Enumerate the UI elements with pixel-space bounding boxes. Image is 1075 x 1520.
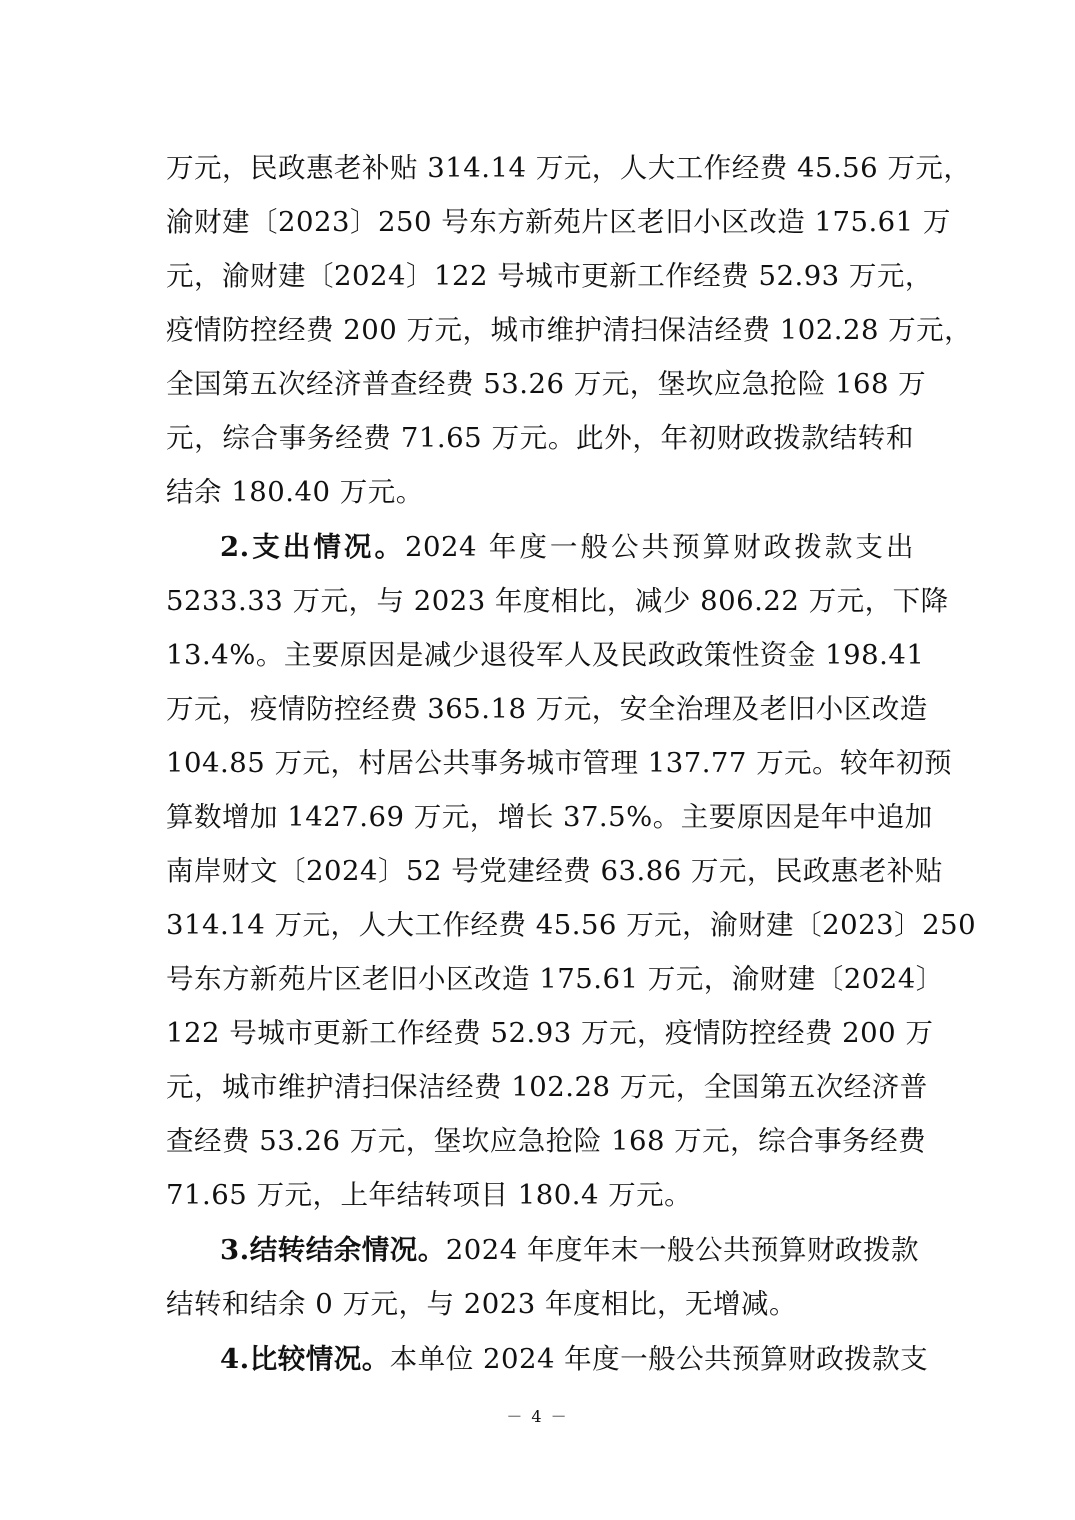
text-line (220, 1339, 929, 1379)
section-heading-carryover: 3.结转结余情况。 (220, 1234, 446, 1266)
text-line: 万元，民政惠老补贴 314.14 万元，人大工作经费 45.56 万元， (166, 152, 972, 184)
text-line: 元，综合事务经费 71.65 万元。此外，年初财政拨款结转和 (166, 422, 914, 454)
text-line: 13.4%。主要原因是减少退役军人及民政政策性资金 198.41 (166, 639, 925, 671)
text-line: 元，渝财建〔2024〕122 号城市更新工作经费 52.93 万元， (166, 260, 933, 292)
text-line: 结转和结余 0 万元，与 2023 年度相比，无增减。 (166, 1288, 797, 1320)
page-number: － 4 － (506, 1407, 569, 1426)
text-line: 元，城市维护清扫保洁经费 102.28 万元，全国第五次经济普 (166, 1071, 928, 1103)
text-line: 渝财建〔2023〕250 号东方新苑片区老旧小区改造 175.61 万 (166, 206, 951, 238)
text-line: 疫情防控经费 200 万元，城市维护清扫保洁经费 102.28 万元， (166, 314, 973, 346)
text-line (220, 1230, 919, 1270)
text-line (220, 527, 914, 567)
text-span: 2024 年度一般公共预算财政拨款支出 (405, 531, 914, 563)
text-line: 算数增加 1427.69 万元，增长 37.5%。主要原因是年中追加 (166, 801, 933, 833)
text-line: 104.85 万元，村居公共事务城市管理 137.77 万元。较年初预 (166, 747, 953, 779)
text-line: 71.65 万元，上年结转项目 180.4 万元。 (166, 1179, 693, 1211)
text-line: 查经费 53.26 万元，堡坎应急抢险 168 万元，综合事务经费 (166, 1125, 927, 1157)
section-heading-comparison: 4.比较情况。 (220, 1343, 390, 1375)
text-line: 5233.33 万元，与 2023 年度相比，减少 806.22 万元，下降 (166, 585, 949, 617)
text-line: 号东方新苑片区老旧小区改造 175.61 万元，渝财建〔2024〕 (166, 963, 944, 995)
text-line: 万元，疫情防控经费 365.18 万元，安全治理及老旧小区改造 (166, 693, 928, 725)
text-span: 2024 年度年末一般公共预算财政拨款 (445, 1234, 919, 1266)
text-line: 122 号城市更新工作经费 52.93 万元，疫情防控经费 200 万 (166, 1017, 934, 1049)
section-heading-expenditure: 2.支出情况。 (220, 531, 406, 563)
text-line: 314.14 万元，人大工作经费 45.56 万元，渝财建〔2023〕250 (166, 909, 977, 941)
text-line: 全国第五次经济普查经费 53.26 万元，堡坎应急抢险 168 万 (166, 368, 927, 400)
text-span: 本单位 2024 年度一般公共预算财政拨款支 (389, 1343, 929, 1375)
text-line: 南岸财文〔2024〕52 号党建经费 63.86 万元，民政惠老补贴 (166, 855, 943, 887)
text-line: 结余 180.40 万元。 (166, 476, 424, 508)
